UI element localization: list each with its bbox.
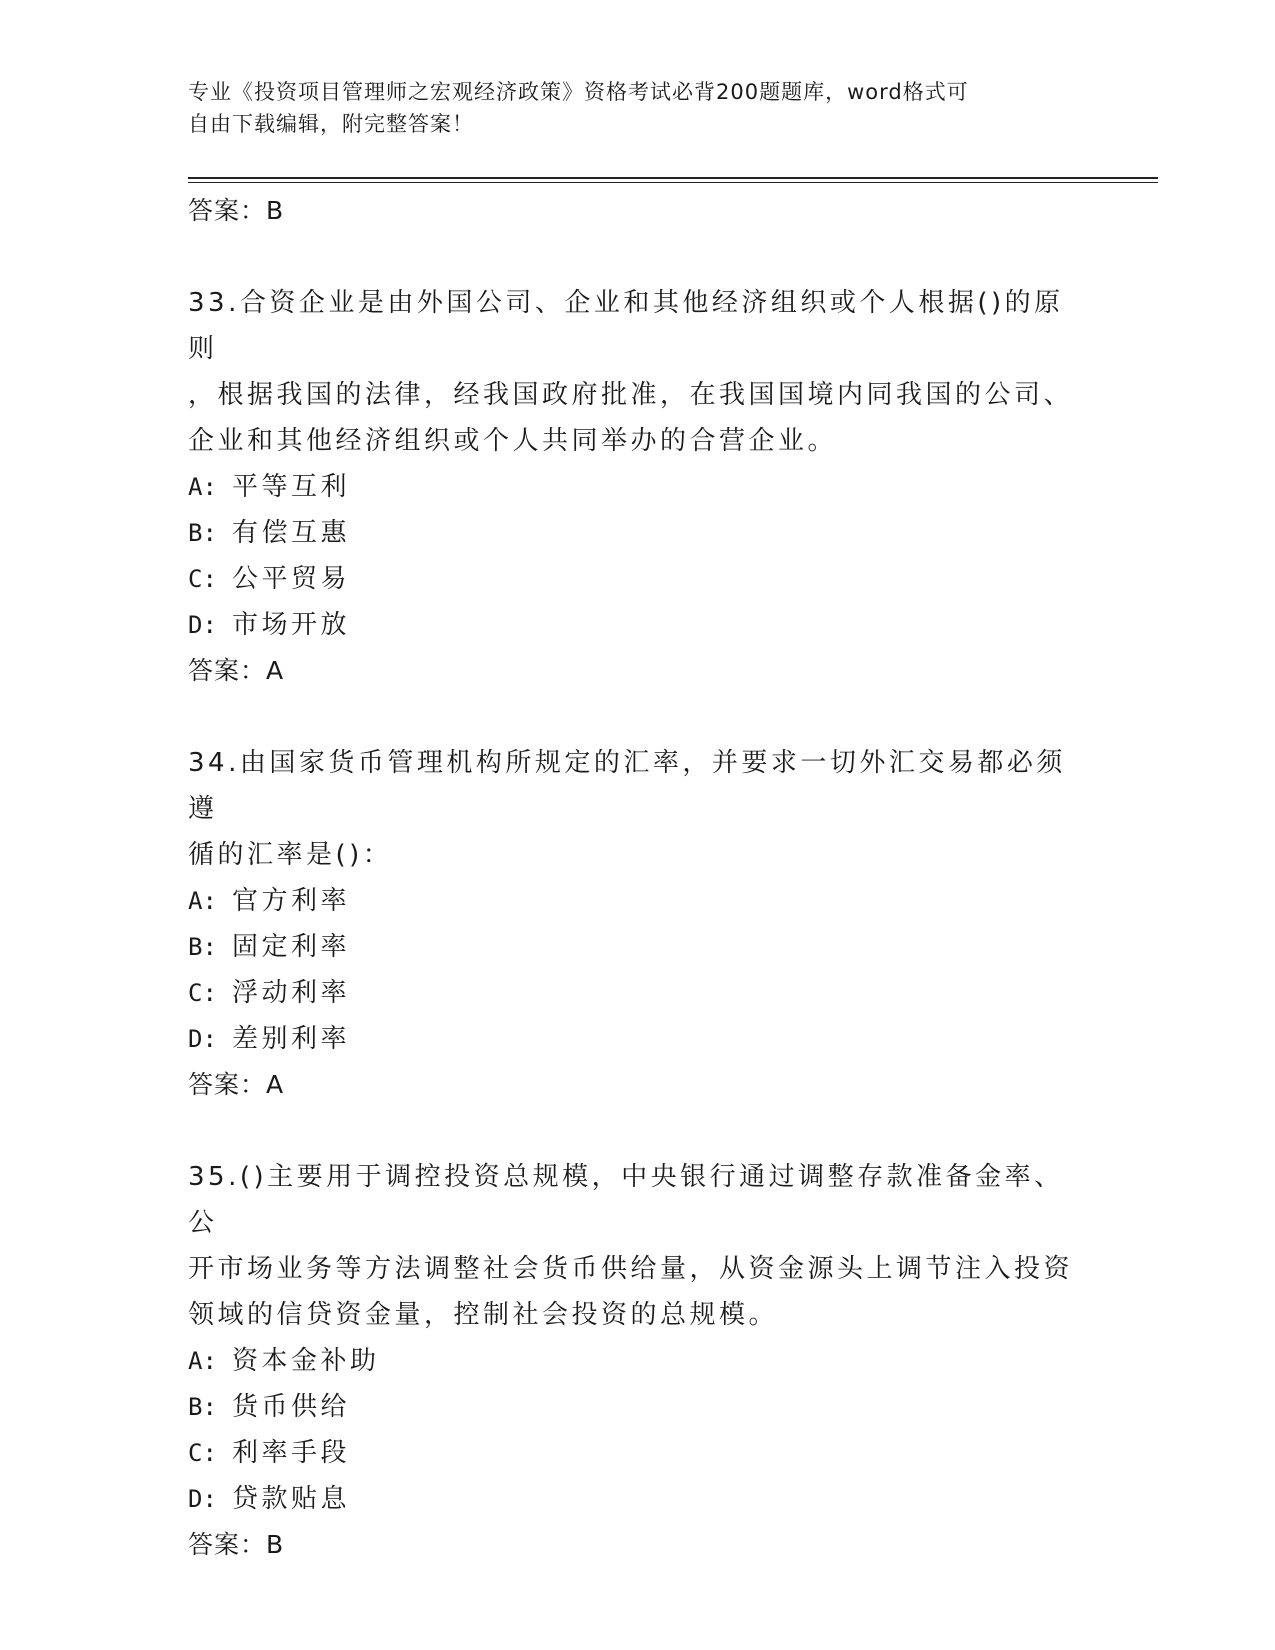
option-b	[188, 510, 1088, 556]
question-answer: 答案：B	[188, 1530, 285, 1559]
option-b	[188, 1384, 1088, 1430]
option-text: 固定利率	[232, 932, 351, 962]
option-b	[188, 924, 1088, 970]
option-d	[188, 1016, 1088, 1062]
spacer	[188, 1108, 1088, 1154]
option-d	[188, 602, 1088, 648]
question-stem: 35.()主要用于调控投资总规模，中央银行通过调整存款准备金率、公 开市场业务等方法调整社会货币供给量，从资金源头上调节注入投资 领域的信贷资金量，控制社会投资的总规模。	[188, 1162, 1074, 1330]
option-c	[188, 1430, 1088, 1476]
question-answer: 答案：A	[188, 656, 285, 685]
option-a	[188, 1338, 1088, 1384]
option-letter: C:	[188, 979, 217, 1007]
option-text: 资本金补助	[232, 1346, 380, 1376]
spacer	[188, 234, 1088, 280]
option-text: 有偿互惠	[232, 518, 351, 548]
question-stem: 34.由国家货币管理机构所规定的汇率，并要求一切外汇交易都必须遵 循的汇率是()：	[188, 748, 1066, 870]
question-35	[188, 1154, 1088, 1568]
option-text: 公平贸易	[232, 564, 351, 594]
option-letter: B:	[188, 933, 217, 961]
option-letter: A:	[188, 887, 217, 915]
question-stem: 33.合资企业是由外国公司、企业和其他经济组织或个人根据()的原则 ，根据我国的法律，经我国政府批准，在我国国境内同我国的公司、 企业和其他经济组织或个人共同举办的合营企业。	[188, 288, 1074, 456]
question-answer: 答案：A	[188, 1070, 285, 1099]
option-text: 市场开放	[232, 610, 351, 640]
question-list	[188, 188, 1088, 1568]
option-text: 货币供给	[232, 1392, 351, 1422]
question-34	[188, 740, 1088, 1108]
option-text: 平等互利	[232, 472, 351, 502]
option-c	[188, 970, 1088, 1016]
option-letter: D:	[188, 1485, 217, 1513]
question-33	[188, 280, 1088, 694]
option-letter: B:	[188, 1393, 217, 1421]
option-text: 贷款贴息	[232, 1484, 351, 1514]
option-letter: D:	[188, 611, 217, 639]
header-divider-thick	[188, 177, 1158, 179]
option-letter: A:	[188, 473, 217, 501]
option-text: 差别利率	[232, 1024, 351, 1054]
previous-answer: 答案：B	[188, 196, 285, 225]
option-text: 利率手段	[232, 1438, 351, 1468]
page-header: 专业《投资项目管理师之宏观经济政策》资格考试必背200题题库，word格式可 自由下载编辑，附完整答案！	[188, 80, 969, 136]
option-text: 浮动利率	[232, 978, 351, 1008]
option-d	[188, 1476, 1088, 1522]
option-letter: A:	[188, 1347, 217, 1375]
spacer	[188, 694, 1088, 740]
option-letter: D:	[188, 1025, 217, 1053]
option-a	[188, 878, 1088, 924]
header-divider-thin	[188, 182, 1158, 183]
option-c	[188, 556, 1088, 602]
option-letter: C:	[188, 565, 217, 593]
option-a	[188, 464, 1088, 510]
option-letter: C:	[188, 1439, 217, 1467]
option-text: 官方利率	[232, 886, 351, 916]
option-letter: B:	[188, 519, 217, 547]
